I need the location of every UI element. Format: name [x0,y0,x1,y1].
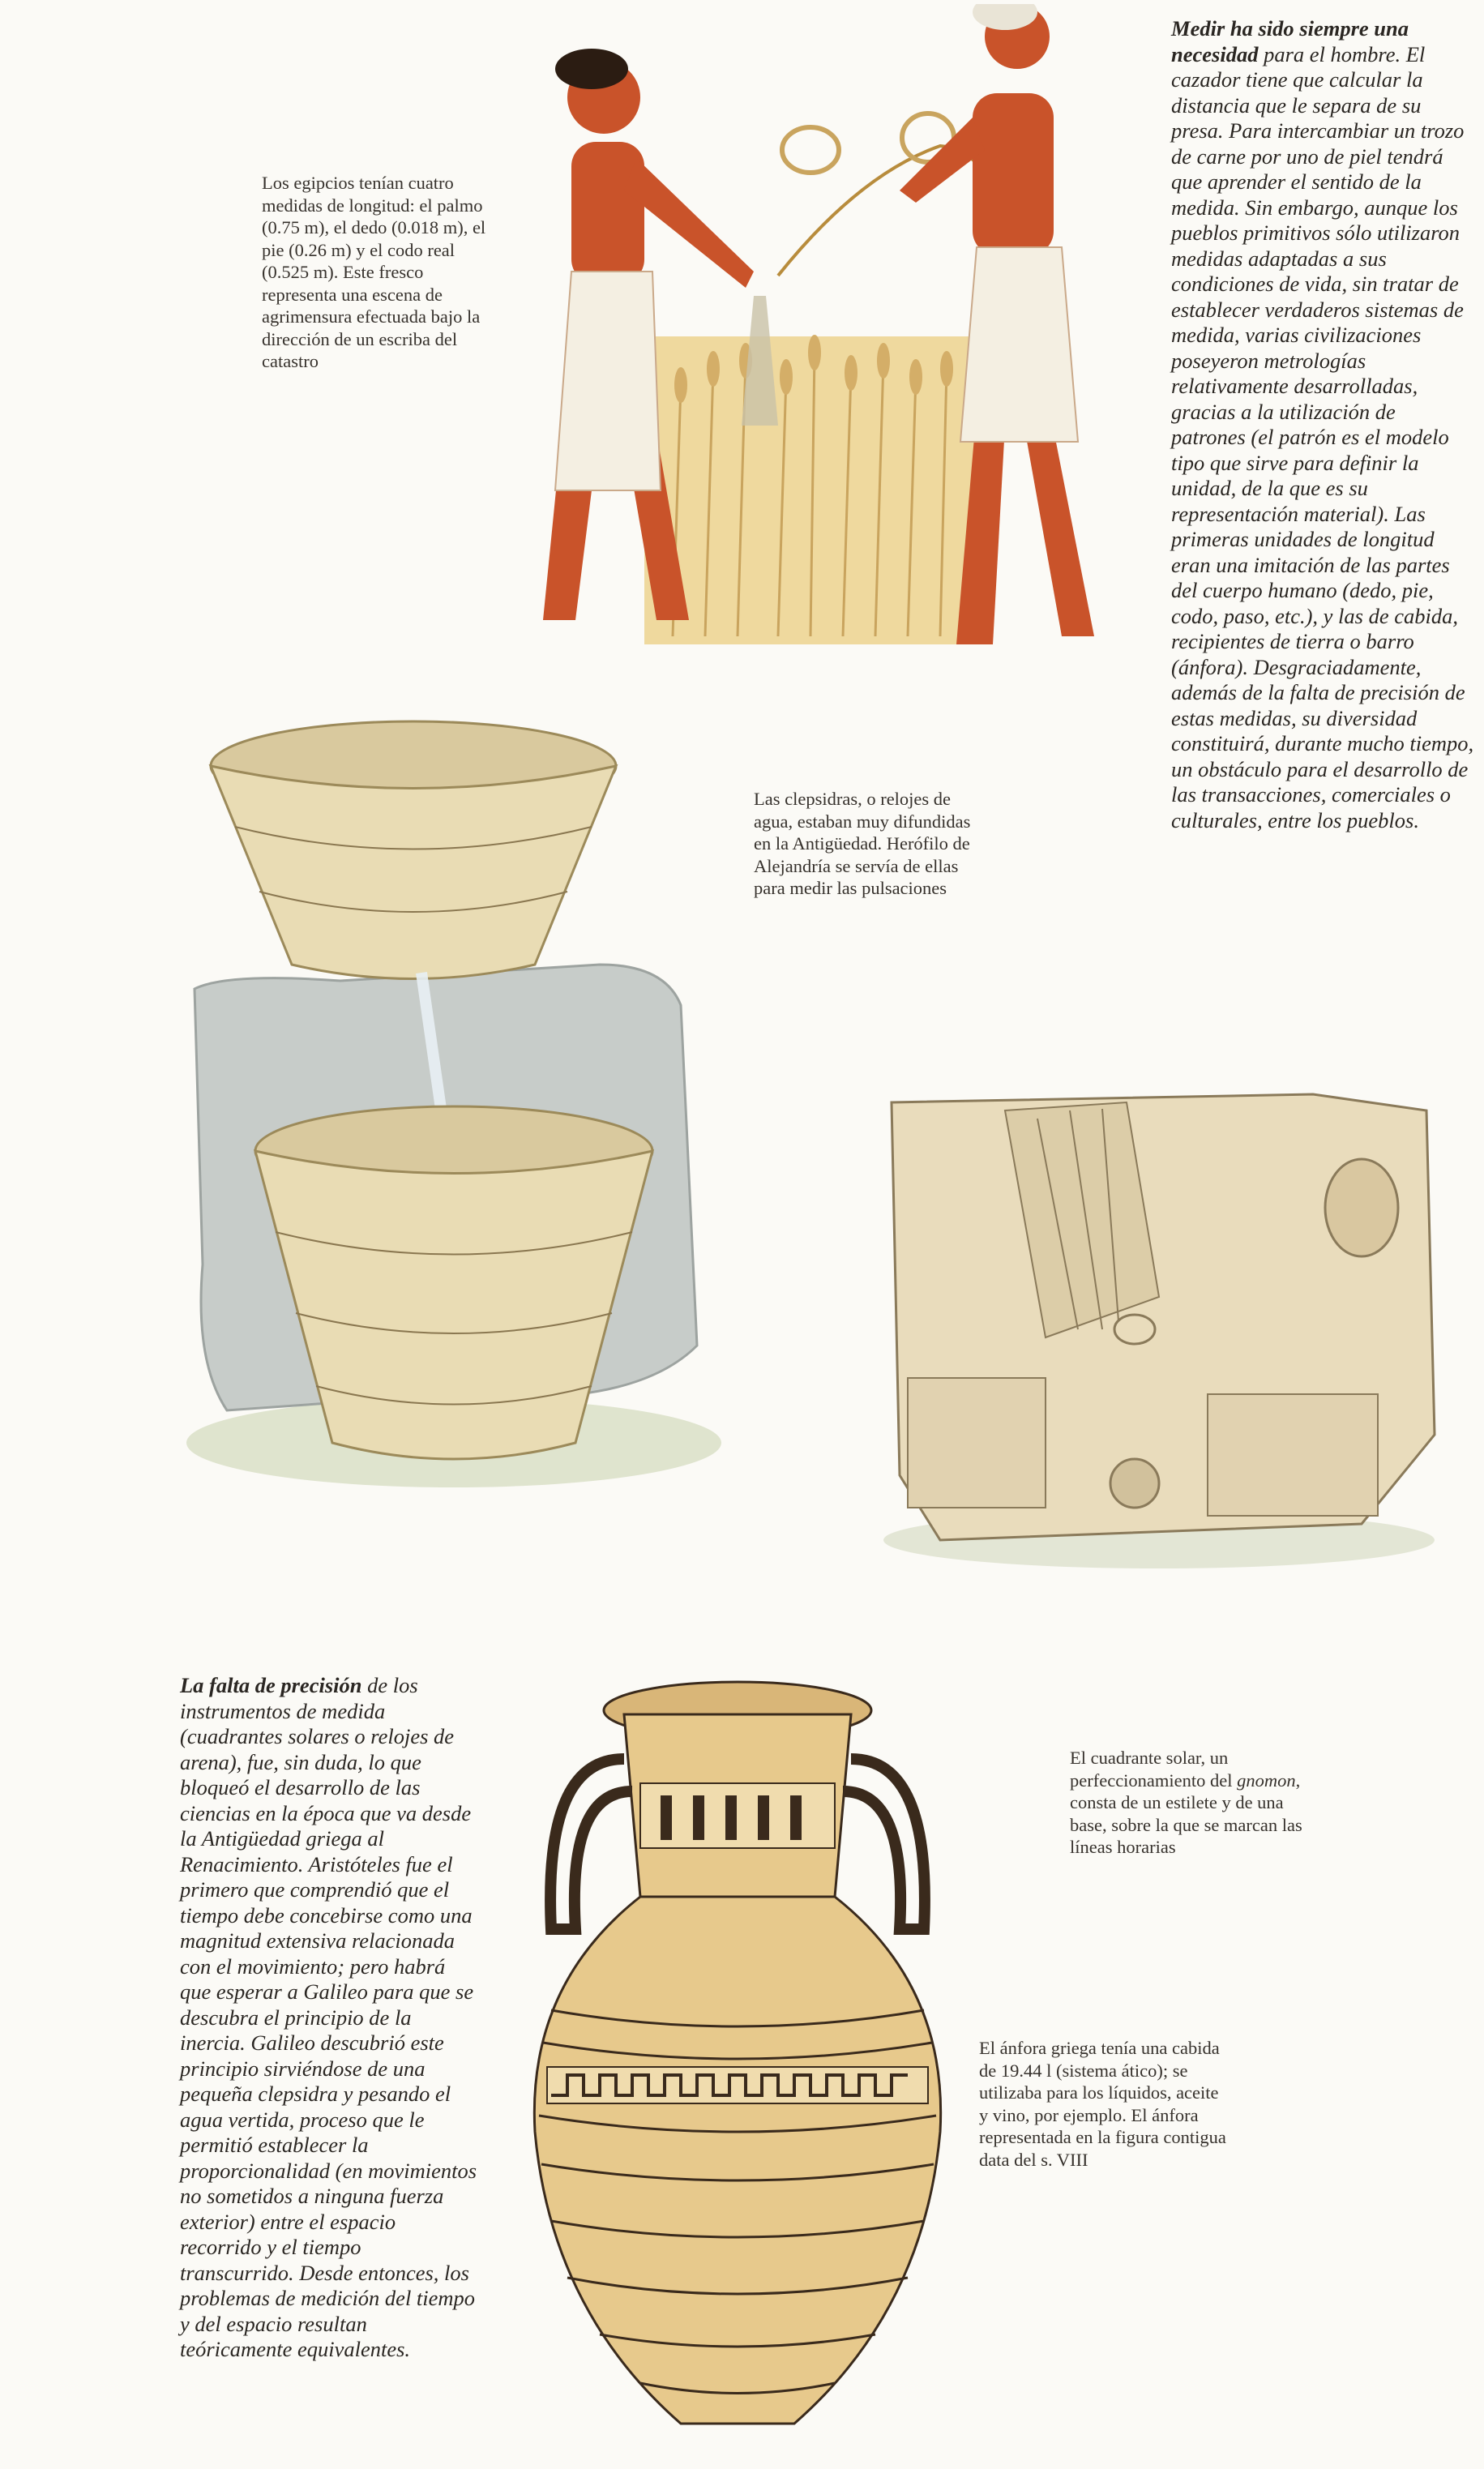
precision-paragraph [180,1673,480,2363]
intro-lead: Medir ha sido siempre una necesidad [1171,16,1409,66]
sundial-caption-start: El cuadrante solar, un perfeccionamiento del [1070,1748,1238,1791]
egypt-caption: Los egipcios tenían cuatro medidas de longitud: el palmo (0.75 m), el dedo (0.018 m), el pie (0.26 m) y el codo real (0.525 m). Este fresco representa una escena de agrimensura efectuada bajo la dirección de un escriba del catastro [262,173,486,371]
amphora-caption: El ánfora griega tenía una cabida de 19.44 l (sistema ático); se utilizaba para los líquidos, aceite y vino, por ejemplo. El ánfora representada en la figura contigua data del s. VIII [979,2038,1226,2170]
intro-body: para el hombre. El cazador tiene que calcular la distancia que le separa de su presa. Para intercambiar un trozo de carne por uno de piel tendrá que aprender el sentido de la medida. Sin embargo, aunque los pueblos primitivos sólo utilizaron medidas adaptadas a sus condiciones de vida, sin tratar de establecer verdaderos sistemas de medida, varias civilizaciones poseyeron metrologías relativamente desarrolladas, gracias a la utilización de patrones (el patrón es el modelo tipo que sirve para definir la unidad, de la que es su representación material). Las primeras unidades de longitud eran una imitación de las partes del cuerpo humano (dedo, pie, codo, paso, etc.), y las de cabida, recipientes de tierra o barro (ánfora). Desgraciadamente, además de la falta de precisión de estas medidas, su diversidad constituirá, durante mucho tiempo, un obstáculo para el desarrollo de las transacciones, comerciales o culturales, entre los pueblos. [1171,41,1474,832]
sundial-illustration [859,1086,1455,1573]
sundial-caption-end: , consta de un estilete y de una base, sobre la que se marcan las líneas horarias [1070,1769,1302,1857]
egyptian-fresco-illustration [519,4,1135,653]
clepsydra-illustration [178,697,738,1500]
intro-paragraph [1171,16,1475,833]
precision-lead: La falta de precisión [180,1673,362,1697]
precision-body: de los instrumentos de medida (cuadrantes solares o relojes de arena), fue, sin duda, lo que bloqueó el desarrollo de las ciencias en la época que va desde la Antigüedad griega al Renacimiento. Aristóteles fue el primero que comprendió que el tiempo debe concebirse como una magnitud extensiva relacionada con el movimiento; pero habrá que esperar a Galileo para que se descubra el principio de la inercia. Galileo descubrió este principio sirviéndose de una pequeña clepsidra y pesando el agua vertida, proceso que le permitió establecer la proporcionalidad (en movimientos no sometidos a ninguna fuerza exterior) entre el espacio recorrido y el tiempo transcurrido. Desde entonces, los problemas de medición del tiempo y del espacio resultan teóricamente equivalentes. [180,1673,477,2361]
sundial-caption-term: gnomon [1237,1769,1296,1791]
clepsydra-caption: Las clepsidras, o relojes de agua, estaban muy difundidas en la Antigüedad. Herófilo de Alejandría se servía de ellas para medir las pulsaciones [754,789,971,898]
amphora-illustration [519,1662,956,2464]
sundial-caption [1070,1747,1309,1859]
